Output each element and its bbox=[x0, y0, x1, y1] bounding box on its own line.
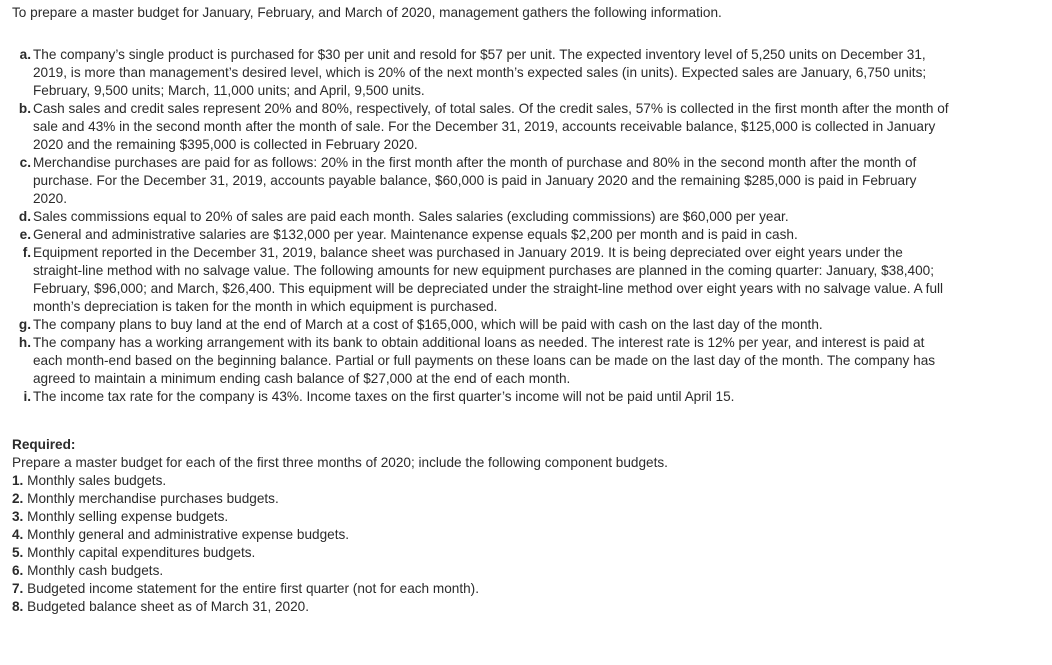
info-item-letter: g. bbox=[18, 317, 31, 332]
info-item-letter: e. bbox=[19, 227, 31, 242]
info-item-f bbox=[12, 244, 952, 316]
info-item-a bbox=[12, 46, 952, 100]
info-item-text: The income tax rate for the company is 43%. Income taxes on the first quarter’s income will not be paid until April 15. bbox=[33, 389, 735, 404]
info-item-text: The company has a working arrangement with its bank to obtain additional loans as needed. The interest rate is 12% per year, and interest is paid at each month-end based on the beginning balance. Partial or full payments on these loans can be made on the last day of the month. The company has agreed to maintain a minimum ending cash balance of $27,000 at the end of each month. bbox=[33, 335, 936, 386]
info-item-letter: a. bbox=[19, 47, 31, 62]
required-item-5 bbox=[12, 544, 1042, 562]
required-item-text: Monthly sales budgets. bbox=[27, 473, 167, 488]
required-section bbox=[12, 436, 1042, 616]
required-item-8 bbox=[12, 598, 1042, 616]
required-item-text: Monthly capital expenditures budgets. bbox=[27, 545, 256, 560]
required-item-number: 8. bbox=[12, 599, 24, 614]
required-item-1 bbox=[12, 472, 1042, 490]
required-item-text: Monthly selling expense budgets. bbox=[27, 509, 229, 524]
info-item-letter: i. bbox=[23, 389, 31, 404]
required-item-number: 5. bbox=[12, 545, 24, 560]
required-item-text: Monthly general and administrative expense budgets. bbox=[27, 527, 350, 542]
required-list bbox=[12, 472, 1042, 616]
required-item-number: 4. bbox=[12, 527, 24, 542]
required-intro: Prepare a master budget for each of the first three months of 2020; include the following component budgets. bbox=[12, 455, 668, 470]
info-item-letter: f. bbox=[22, 245, 31, 260]
required-item-text: Monthly merchandise purchases budgets. bbox=[27, 491, 279, 506]
required-item-number: 1. bbox=[12, 473, 24, 488]
info-item-text: The company plans to buy land at the end of March at a cost of $165,000, which will be paid with cash on the last day of the month. bbox=[33, 317, 823, 332]
required-item-text: Budgeted balance sheet as of March 31, 2020. bbox=[27, 599, 310, 614]
intro-text: To prepare a master budget for January, February, and March of 2020, management gathers the following information. bbox=[12, 5, 722, 20]
info-item-text: Cash sales and credit sales represent 20% and 80%, respectively, of total sales. Of the credit sales, 57% is collected in the first month after the month of sale and 43% in the second month after the month of sale. For the December 31, 2019, accounts receivable balance, $125,000 is collected in January 2020 and the remaining $395,000 is collected in February 2020. bbox=[33, 101, 949, 152]
info-item-text: Equipment reported in the December 31, 2019, balance sheet was purchased in January 2019. It is being depreciated over eight years under the straight-line method with no salvage value. The following amounts for new equipment purchases are planned in the coming quarter: January, $38,400; February, $96,000; and March, $26,400. This equipment will be depreciated under the straight-line method over eight years with no salvage value. A full month’s depreciation is taken for the month in which equipment is purchased. bbox=[33, 245, 944, 314]
info-item-text: Merchandise purchases are paid for as follows: 20% in the first month after the month of purchase and 80% in the second month after the month of purchase. For the December 31, 2019, accounts payable balance, $60,000 is paid in January 2020 and the remaining $285,000 is paid in February 2020. bbox=[33, 155, 917, 206]
info-item-text: Sales commissions equal to 20% of sales are paid each month. Sales salaries (excluding commissions) are $60,000 per year. bbox=[33, 209, 789, 224]
info-item-letter: b. bbox=[18, 101, 31, 116]
required-item-6 bbox=[12, 562, 1042, 580]
info-item-e bbox=[12, 226, 952, 244]
required-item-text: Monthly cash budgets. bbox=[27, 563, 164, 578]
info-item-i bbox=[12, 388, 952, 406]
info-item-letter: d. bbox=[18, 209, 31, 224]
info-item-c bbox=[12, 154, 952, 208]
info-item-letter: h. bbox=[18, 335, 31, 350]
problem-page bbox=[12, 4, 1042, 616]
info-item-text: General and administrative salaries are $132,000 per year. Maintenance expense equals $2,200 per month and is paid in cash. bbox=[33, 227, 798, 242]
required-item-number: 2. bbox=[12, 491, 24, 506]
required-item-7 bbox=[12, 580, 1042, 598]
required-item-number: 3. bbox=[12, 509, 24, 524]
info-item-b bbox=[12, 100, 952, 154]
info-item-text: The company’s single product is purchased for $30 per unit and resold for $57 per unit. The expected inventory level of 5,250 units on December 31, 2019, is more than management’s desired level, which is 20% of the next month’s expected sales (in units). Expected sales are January, 6,750 units; February, 9,500 units; March, 11,000 units; and April, 9,500 units. bbox=[33, 47, 927, 98]
information-list bbox=[12, 46, 952, 406]
required-item-3 bbox=[12, 508, 1042, 526]
required-item-number: 7. bbox=[12, 581, 24, 596]
required-item-4 bbox=[12, 526, 1042, 544]
required-item-number: 6. bbox=[12, 563, 24, 578]
info-item-d bbox=[12, 208, 952, 226]
info-item-letter: c. bbox=[19, 155, 31, 170]
required-item-2 bbox=[12, 490, 1042, 508]
required-heading: Required: bbox=[12, 437, 76, 452]
required-item-text: Budgeted income statement for the entire first quarter (not for each month). bbox=[27, 581, 479, 596]
info-item-g bbox=[12, 316, 952, 334]
info-item-h bbox=[12, 334, 952, 388]
